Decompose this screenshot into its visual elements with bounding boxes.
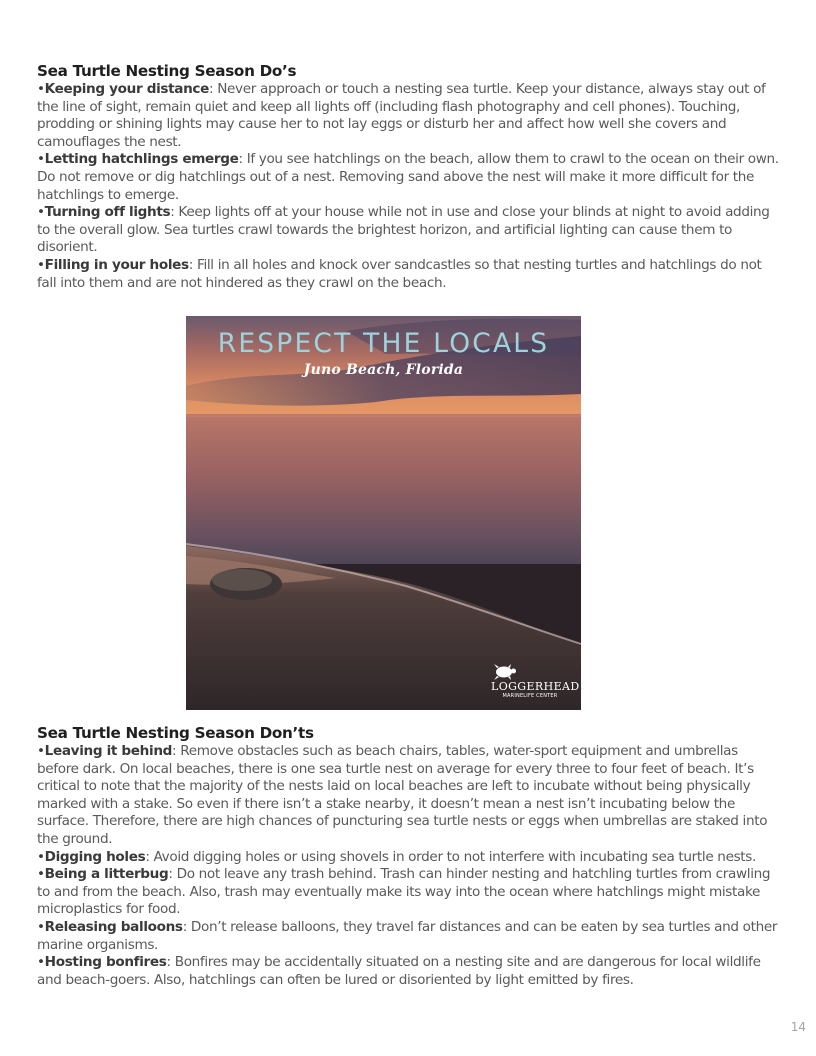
item-term: Letting hatchlings emerge bbox=[44, 151, 239, 168]
item-term: Digging holes bbox=[44, 848, 146, 865]
item-term: Being a litterbug bbox=[44, 866, 169, 883]
donts-item bbox=[37, 919, 782, 954]
item-term: Turning off lights bbox=[44, 204, 171, 221]
item-text: : Avoid digging holes or using shovels in order to not interfere with incubating sea turtle nests. bbox=[145, 848, 756, 865]
item-text: : Keep lights off at your house while not in use and close your blinds at night to avoid adding to the overall glow. Sea turtles crawl towards the brightest horizon, and artificial lighting can cause them to disorient. bbox=[37, 204, 770, 256]
item-text: : Never approach or touch a nesting sea turtle. Keep your distance, always stay out of the line of sight, remain quiet and keep all lights off (including flash photography and cell phones). Touching, prodding or shining lights may cause her to not lay eggs or disturb her and affect how well she covers and camouflages the nest. bbox=[37, 81, 766, 150]
item-text: : Remove obstacles such as beach chairs, tables, water-sport equipment and umbrellas before dark. On local beaches, there is one sea turtle nest on average for every three to four feet of beach. It’s critical to note that the majority of the nests laid on local beaches are left to incubate without being physically marked with a stake. So even if there isn’t a stake nearby, it doesn’t mean a nest isn’t incubating below the surface. Therefore, there are high chances of puncturing sea turtle nests or eggs when umbrellas are staked into the ground. bbox=[37, 743, 768, 847]
donts-section bbox=[37, 724, 782, 989]
donts-heading: Sea Turtle Nesting Season Don’ts bbox=[37, 724, 314, 742]
donts-item bbox=[37, 866, 782, 919]
bullet: • bbox=[37, 151, 45, 168]
dos-item bbox=[37, 204, 782, 257]
donts-item bbox=[37, 849, 782, 867]
item-term: Filling in your holes bbox=[44, 256, 189, 273]
donts-item bbox=[37, 743, 782, 849]
dos-section bbox=[37, 62, 782, 292]
photo-subtitle: Juno Beach, Florida bbox=[303, 362, 464, 378]
logo-name: LOGGERHEAD bbox=[491, 680, 580, 693]
item-text: : Bonfires may be accidentally situated on a nesting site and are dangerous for local wildlife and beach-goers. Also, hatchlings can often be lured or disoriented by light emitted by fires. bbox=[37, 954, 761, 988]
bullet: • bbox=[37, 743, 45, 759]
bullet: • bbox=[37, 204, 45, 221]
logo-subtitle: MARINELIFE CENTER bbox=[502, 693, 558, 699]
item-term: Releasing balloons bbox=[44, 918, 183, 935]
donts-item bbox=[37, 954, 782, 989]
page-number: 14 bbox=[790, 1020, 806, 1034]
dos-heading: Sea Turtle Nesting Season Do’s bbox=[37, 62, 297, 80]
bullet: • bbox=[37, 81, 45, 97]
sea-turtle-icon bbox=[491, 663, 517, 681]
item-text: : If you see hatchlings on the beach, allow them to crawl to the ocean on their own. Do not remove or dig hatchlings out of a nest. Removing sand above the nest will make it more difficult for the hatchlings to emerge. bbox=[37, 151, 779, 203]
item-text: : Do not leave any trash behind. Trash can hinder nesting and hatchling turtles from crawling to and from the beach. Also, trash may eventually make its way into the ocean where hatchlings might mistake microplastics for food. bbox=[37, 866, 771, 918]
dos-item bbox=[37, 81, 782, 151]
bullet: • bbox=[37, 848, 45, 865]
respect-the-locals-photo bbox=[186, 316, 581, 710]
photo-title: RESPECT THE LOCALS bbox=[217, 328, 550, 359]
item-text: : Fill in all holes and knock over sandcastles so that nesting turtles and hatchlings do not fall into them and are not hindered as they crawl on the beach. bbox=[37, 256, 762, 291]
item-term: Hosting bonfires bbox=[44, 954, 167, 971]
dos-item bbox=[37, 257, 782, 292]
bullet: • bbox=[37, 954, 45, 971]
bullet: • bbox=[37, 918, 45, 935]
item-term: Keeping your distance bbox=[44, 81, 210, 97]
item-text: : Don’t release balloons, they travel far distances and can be eaten by sea turtles and other marine organisms. bbox=[37, 918, 778, 953]
loggerhead-logo bbox=[491, 663, 580, 700]
bullet: • bbox=[37, 256, 45, 273]
bullet: • bbox=[37, 866, 45, 883]
dos-item bbox=[37, 151, 782, 204]
item-term: Leaving it behind bbox=[44, 743, 173, 759]
